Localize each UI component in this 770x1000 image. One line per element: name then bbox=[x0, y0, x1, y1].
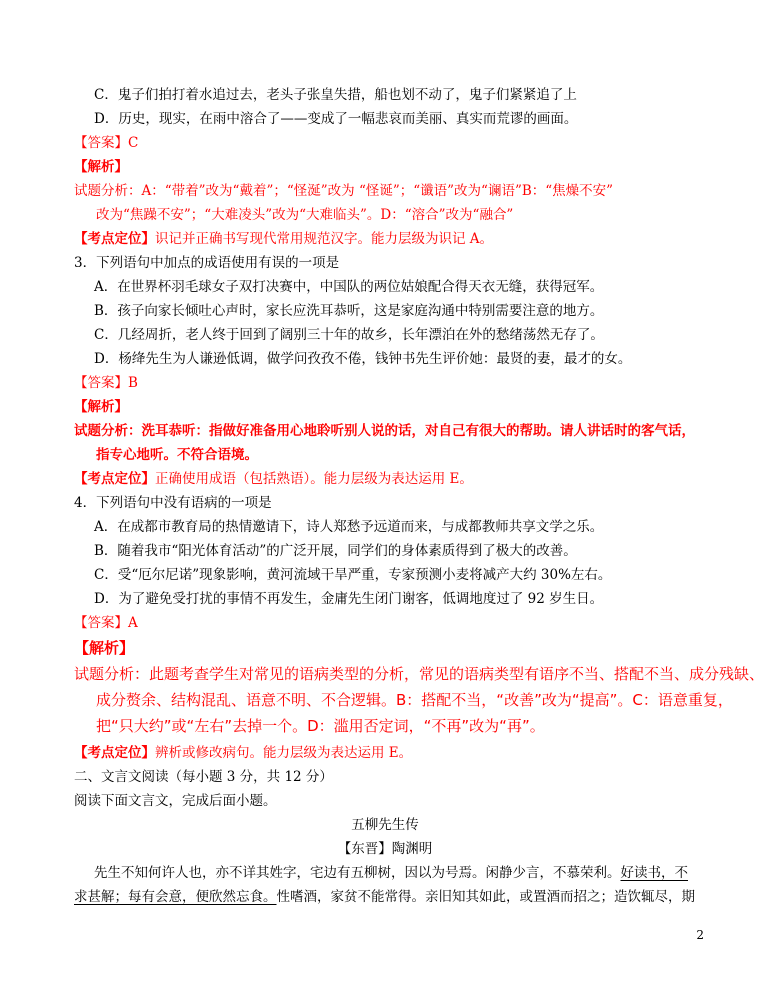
passage-title: 五柳先生传 bbox=[351, 817, 419, 833]
page-number: 2 bbox=[696, 928, 704, 942]
q3-answer: 【答案】B bbox=[74, 375, 138, 391]
q4-kaodian-label: 【考点定位】 bbox=[74, 745, 155, 761]
q4-answer: 【答案】A bbox=[74, 615, 138, 631]
q2-kaodian bbox=[74, 230, 493, 248]
q3-analysis-line-1: 试题分析：洗耳恭听：指做好准备用心地聆听别人说的话，对自己有很大的帮助。请人讲话时的客气话， bbox=[74, 423, 695, 439]
q4-stem: 4．下列语句中没有语病的一项是 bbox=[74, 495, 272, 511]
q3-kaodian bbox=[74, 470, 473, 488]
q3-option-c: C．几经周折，老人终于回到了阔别三十年的故乡，长年漂泊在外的愁绪荡然无存了。 bbox=[94, 327, 604, 343]
q2-answer: 【答案】C bbox=[74, 135, 139, 151]
q2-analysis-line-2: 改为“焦躁不安”；“大难凌头”改为“大难临头”。D：“溶合”改为“融合” bbox=[96, 207, 514, 223]
q3-stem: 3．下列语句中加点的成语使用有误的一项是 bbox=[74, 255, 340, 271]
q4-kaodian-text: 辨析或修改病句。能力层级为表达运用 E。 bbox=[155, 745, 413, 761]
q4-analysis-line-3: 把“只大约”或“左右”去掉一个。D：滥用否定词，“不再”改为“再”。 bbox=[96, 717, 545, 735]
section-intro: 阅读下面文言文，完成后面小题。 bbox=[74, 793, 277, 809]
q3-analysis-title: 【解析】 bbox=[74, 399, 128, 415]
q3-option-a: A．在世界杯羽毛球女子双打决赛中，中国队的两位姑娘配合得天衣无缝，获得冠军。 bbox=[94, 279, 604, 295]
underlined-phrase: 求甚解；每有会意，便欣然忘食。 bbox=[74, 889, 277, 905]
section-heading: 二、文言文阅读（每小题 3 分，共 12 分） bbox=[74, 769, 333, 785]
q4-option-c: C．受“厄尔尼诺”现象影响，黄河流域干旱严重，专家预测小麦将减产大约 30%左右。 bbox=[94, 567, 612, 583]
q2-analysis-line-1: 试题分析：A：“带着”改为“戴着”；“怪涎”改为 “怪诞”；“谶语”改为“谰语”B：“焦燥不安” bbox=[74, 183, 614, 199]
q3-option-b: B．孩子向家长倾吐心声时，家长应洗耳恭听，这是家庭沟通中特别需要注意的地方。 bbox=[94, 303, 604, 319]
q4-kaodian bbox=[74, 744, 412, 762]
passage-line-1 bbox=[94, 864, 688, 882]
q4-option-a: A．在成都市教育局的热情邀请下，诗人郑愁予远道而来，与成都教师共享文学之乐。 bbox=[94, 519, 604, 535]
q4-analysis-line-1: 试题分析：此题考查学生对常见的语病类型的分析，常见的语病类型有语序不当、搭配不当、成分残缺、 bbox=[74, 665, 765, 683]
q4-analysis-title: 【解析】 bbox=[74, 639, 135, 657]
q3-kaodian-text: 正确使用成语（包括熟语）。能力层级为表达运用 E。 bbox=[155, 471, 473, 487]
q4-option-b: B．随着我市“阳光体育活动”的广泛开展，同学们的身体素质得到了极大的改善。 bbox=[94, 543, 577, 559]
q4-option-d: D．为了避免受打扰的事情不再发生，金庸先生闭门谢客，低调地度过了 92 岁生日。 bbox=[94, 591, 604, 607]
q4-analysis-line-2: 成分赘余、结构混乱、语意不明、不合逻辑。B：搭配不当，“改善”改为“提高”。C：语意重复， bbox=[96, 691, 733, 709]
q3-option-d: D．杨绛先生为人谦逊低调，做学问孜孜不倦，钱钟书先生评价她：最贤的妻，最才的女。 bbox=[94, 351, 632, 367]
underlined-phrase: 好读书，不 bbox=[620, 865, 688, 881]
q2-kaodian-text: 识记并正确书写现代常用规范汉字。能力层级为识记 A。 bbox=[155, 231, 494, 247]
q3-analysis-line-2: 指专心地听。不符合语境。 bbox=[96, 447, 258, 463]
q2-option-d: D．历史，现实，在雨中溶合了——变成了一幅悲哀而美丽、真实而荒谬的画面。 bbox=[94, 111, 578, 127]
q2-option-c: C．鬼子们拍打着水追过去，老头子张皇失措，船也划不动了，鬼子们紧紧追了上 bbox=[94, 87, 577, 103]
q3-kaodian-label: 【考点定位】 bbox=[74, 471, 155, 487]
q2-kaodian-label: 【考点定位】 bbox=[74, 231, 155, 247]
passage-text: 性嗜酒，家贫不能常得。亲旧知其如此，或置酒而招之；造饮辄尽，期 bbox=[276, 889, 695, 905]
q2-analysis-title: 【解析】 bbox=[74, 159, 128, 175]
passage-author: 【东晋】陶渊明 bbox=[337, 841, 433, 857]
passage-line-2 bbox=[74, 888, 695, 906]
passage-text: 先生不知何许人也，亦不详其姓字，宅边有五柳树，因以为号焉。闲静少言，不慕荣利。 bbox=[94, 865, 621, 881]
